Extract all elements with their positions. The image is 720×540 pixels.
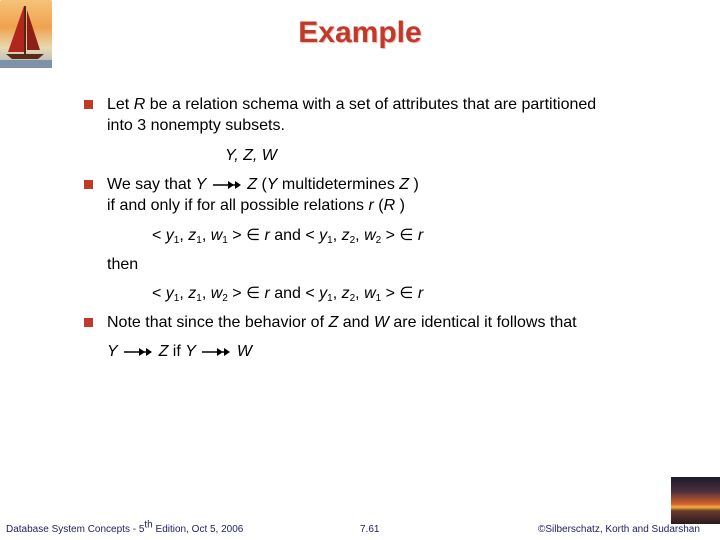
bullet-2-line-2: if and only if for all possible relations r (R ) <box>107 197 405 214</box>
bullet-marker <box>84 100 93 109</box>
attribute-subsets: Y, Z, W <box>225 147 277 164</box>
bullet-2-line-1: We say that Y Z (Y multidetermines Z ) <box>107 176 419 193</box>
bullet-marker <box>84 318 93 327</box>
footer-left: Database System Concepts - 5th Edition, Oct 5, 2006 <box>6 519 244 535</box>
footer-right: ©Silberschatz, Korth and Sudarshan <box>538 524 700 535</box>
footer-page-number: 7.61 <box>360 524 380 535</box>
bullet-1-line-1: Let R be a relation schema with a set of attributes that are partitioned <box>107 96 597 113</box>
bullet-marker <box>84 180 93 189</box>
sunset-image-icon <box>671 477 720 524</box>
multivalued-arrow-icon <box>201 346 231 358</box>
bullet-3-line-1: Note that since the behavior of Z and W are identical it follows that <box>107 314 577 331</box>
bullet-1-line-2: into 3 nonempty subsets. <box>107 117 285 134</box>
multivalued-arrow-icon <box>212 179 242 191</box>
conclusion: Y Z if Y W <box>107 343 252 360</box>
multivalued-arrow-icon <box>123 346 153 358</box>
tuple-condition-1: < $y_1$, $z_1$, $w_1$ > ∈ r and < $y_1$, $z_2$, $w_2$ > ∈ r <box>152 227 424 246</box>
slide-title: Example <box>298 16 422 49</box>
then-label: then <box>107 256 139 273</box>
tuple-condition-2: < $y_1$, $z_1$, $w_2$ > ∈ r and < $y_1$, $z_2$, $w_1$ > ∈ r <box>152 285 424 304</box>
